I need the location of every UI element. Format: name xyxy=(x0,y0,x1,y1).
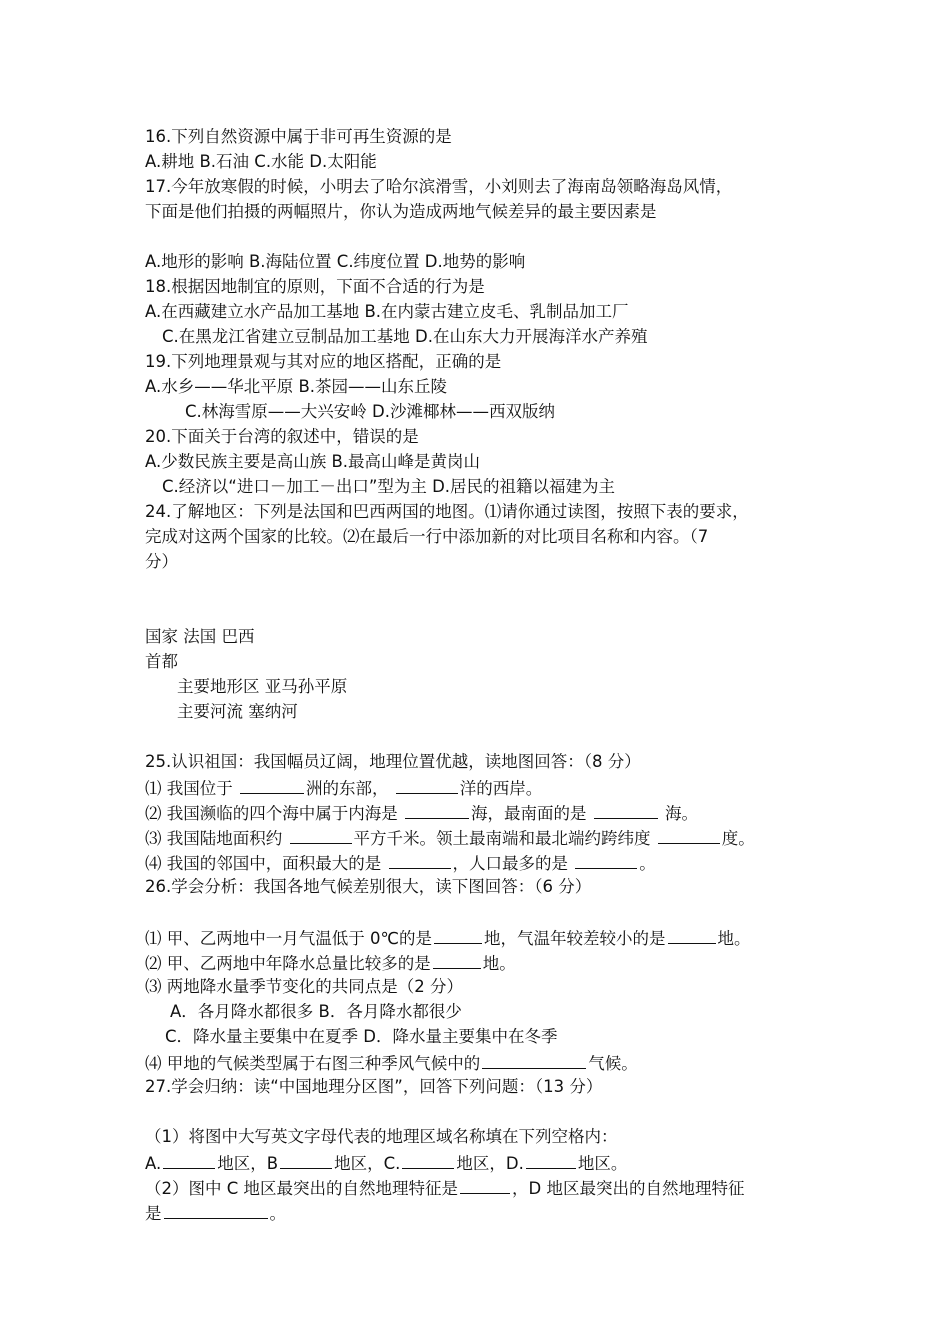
q24-table-row-capital: 首都 xyxy=(145,652,178,671)
q18-options-1: A.在西藏建立水产品加工基地 B.在内蒙古建立皮毛、乳制品加工厂 xyxy=(145,302,629,321)
q25-part-2: ⑵ 我国濒临的四个海中属于内海是 海，最南面的是 海。 xyxy=(145,804,698,823)
q19-options-1: A.水乡——华北平原 B.茶园——山东丘陵 xyxy=(145,377,448,396)
q26-part-3: ⑶ 两地降水量季节变化的共同点是（2 分） xyxy=(145,977,463,996)
q27-part-2-cont: 是 。 xyxy=(145,1204,286,1223)
q24-stem-3: 分） xyxy=(145,552,178,571)
q20-stem: 20.下面关于台湾的叙述中，错误的是 xyxy=(145,427,419,446)
q27-stem: 27.学会归纳：读“中国地理分区图”，回答下列问题：（13 分） xyxy=(145,1077,603,1096)
q24-table-row-landform: 主要地形区 亚马孙平原 xyxy=(177,677,348,696)
q19-stem: 19.下列地理景观与其对应的地区搭配，正确的是 xyxy=(145,352,502,371)
q17-stem-1: 17.今年放寒假的时候，小明去了哈尔滨滑雪，小刘则去了海南岛领略海岛风情， xyxy=(145,177,733,196)
q16-options: A.耕地 B.石油 C.水能 D.太阳能 xyxy=(145,152,377,171)
answer-blank[interactable] xyxy=(668,927,716,944)
q26-stem: 26.学会分析：我国各地气候差别很大，读下图回答：（6 分） xyxy=(145,877,592,896)
q16-stem: 16.下列自然资源中属于非可再生资源的是 xyxy=(145,127,452,146)
answer-blank[interactable] xyxy=(396,777,458,794)
answer-blank[interactable] xyxy=(575,852,637,869)
q25-part-1: ⑴ 我国位于 洲的东部， 洋的西岸。 xyxy=(145,779,543,798)
answer-blank[interactable] xyxy=(526,1152,576,1169)
q20-options-2: C.经济以“进口－加工－出口”型为主 D.居民的祖籍以福建为主 xyxy=(162,477,616,496)
answer-blank[interactable] xyxy=(389,852,451,869)
q20-options-1: A.少数民族主要是高山族 B.最高山峰是黄岗山 xyxy=(145,452,481,471)
answer-blank[interactable] xyxy=(402,1152,454,1169)
q26-part-4: ⑷ 甲地的气候类型属于右图三种季风气候中的 气候。 xyxy=(145,1054,638,1073)
answer-blank[interactable] xyxy=(460,1177,510,1194)
answer-blank[interactable] xyxy=(240,777,304,794)
q18-stem: 18.根据因地制宜的原则，下面不合适的行为是 xyxy=(145,277,485,296)
q26-options-2: C．降水量主要集中在夏季 D．降水量主要集中在冬季 xyxy=(165,1027,558,1046)
q24-stem-1: 24.了解地区：下列是法国和巴西两国的地图。⑴请你通过读图，按照下表的要求， xyxy=(145,502,749,521)
answer-blank[interactable] xyxy=(405,802,469,819)
q26-part-1: ⑴ 甲、乙两地中一月气温低于 0℃的是 地，气温年较差较小的是 地。 xyxy=(145,929,751,948)
q26-part-2: ⑵ 甲、乙两地中年降水总量比较多的是 地。 xyxy=(145,954,516,973)
q26-options-1: A．各月降水都很多 B．各月降水都很少 xyxy=(170,1002,462,1021)
q25-stem: 25.认识祖国：我国幅员辽阔，地理位置优越，读地图回答：（8 分） xyxy=(145,752,641,771)
q27-part-2: （2）图中 C 地区最突出的自然地理特征是 ，D 地区最突出的自然地理特征 xyxy=(145,1179,745,1198)
q17-stem-2: 下面是他们拍摄的两幅照片，你认为造成两地气候差异的最主要因素是 xyxy=(145,202,657,221)
q19-options-2: C.林海雪原——大兴安岭 D.沙滩椰林——西双版纳 xyxy=(185,402,555,421)
answer-blank[interactable] xyxy=(164,1202,268,1219)
answer-blank[interactable] xyxy=(594,802,658,819)
answer-blank[interactable] xyxy=(280,1152,332,1169)
answer-blank[interactable] xyxy=(434,927,482,944)
q25-part-4: ⑷ 我国的邻国中，面积最大的是 ，人口最多的是 。 xyxy=(145,854,656,873)
answer-blank[interactable] xyxy=(433,952,481,969)
answer-blank[interactable] xyxy=(163,1152,215,1169)
q24-table-row-header: 国家 法国 巴西 xyxy=(145,627,255,646)
q27-part-1-blanks: A. 地区，B 地区，C. 地区，D. 地区。 xyxy=(145,1154,628,1173)
q24-stem-2: 完成对这两个国家的比较。⑵在最后一行中添加新的对比项目名称和内容。（7 xyxy=(145,527,709,546)
answer-blank[interactable] xyxy=(482,1052,586,1069)
answer-blank[interactable] xyxy=(290,827,352,844)
answer-blank[interactable] xyxy=(658,827,720,844)
q24-table-row-river: 主要河流 塞纳河 xyxy=(177,702,298,721)
q25-part-3: ⑶ 我国陆地面积约 平方千米。领土最南端和最北端约跨纬度 度。 xyxy=(145,829,755,848)
q18-options-2: C.在黑龙江省建立豆制品加工基地 D.在山东大力开展海洋水产养殖 xyxy=(162,327,648,346)
q17-options: A.地形的影响 B.海陆位置 C.纬度位置 D.地势的影响 xyxy=(145,252,526,271)
q27-part-1: （1）将图中大写英文字母代表的地理区域名称填在下列空格内： xyxy=(145,1127,618,1146)
